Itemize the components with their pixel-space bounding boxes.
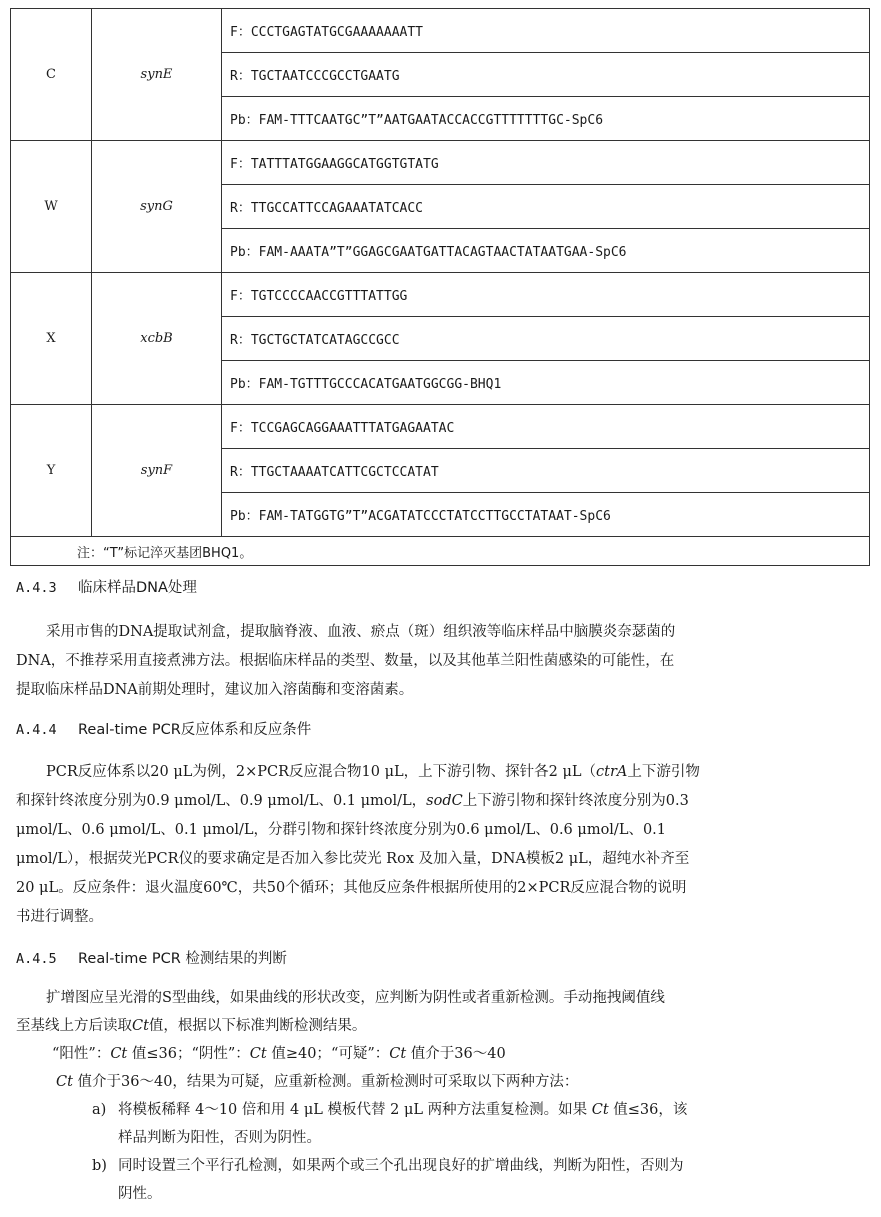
sequence-cell: Pb：FAM-TTTCAATGC”T”AATGAATACCACCGTTTTTTTGC-SpC6 (222, 97, 870, 141)
text-line (16, 1068, 866, 1096)
sequence-cell: R：TTGCCATTCCAGAAATATCACC (222, 185, 870, 229)
list-item (16, 1152, 866, 1180)
list-marker: a) (92, 1102, 107, 1118)
sequence-cell: R：TGCTAATCCCGCCTGAATG (222, 53, 870, 97)
ct-symbol: Ct (132, 1018, 149, 1034)
text-span: 值介于36～40 (406, 1046, 506, 1062)
text-line: 20 μL。反应条件：退火温度60℃，共50个循环；其他反应条件根据所使用的2×PCR反应混合物的说明 (16, 880, 687, 896)
ct-symbol: Ct (110, 1046, 128, 1062)
serogroup-cell: Y (11, 405, 92, 537)
section-title: Real-time PCR反应体系和反应条件 (78, 722, 312, 738)
text-line: 书进行调整。 (16, 909, 103, 925)
paragraph-reaction-system (16, 758, 866, 932)
text-span: 和探针终浓度分别为0.9 μmol/L、0.9 μmol/L、0.1 μmol/L， (16, 793, 427, 809)
section-number: A.4.3 (16, 580, 57, 596)
text-line (16, 1012, 866, 1040)
text-line (16, 758, 866, 787)
suspect-label: “可疑”： (330, 1046, 390, 1062)
ct-symbol: Ct (591, 1102, 609, 1118)
text-span: 上下游引物和探针终浓度分别为0.3 (462, 793, 689, 809)
text-span: 同时设置三个平行孔检测，如果两个或三个孔出现良好的扩增曲线，判断为阳性，否则为 (118, 1158, 684, 1174)
text-span: 值≥40； (266, 1046, 331, 1062)
text-line: 采用市售的DNA提取试剂盒，提取脑脊液、血液、瘀点（斑）组织液等临床样品中脑膜炎奈瑟菌的 (46, 624, 676, 640)
sequence-cell: Pb：FAM-TGTTTGCCCACATGAATGGCGG-BHQ1 (222, 361, 870, 405)
sequence-cell: F：CCCTGAGTATGCGAAAAAAATT (222, 9, 870, 53)
positive-label: “阳性”： (52, 1046, 111, 1062)
gene-cell: synG (92, 141, 222, 273)
text-line: μmol/L），根据荧光PCR仪的要求确定是否加入参比荧光 Rox 及加入量，DNA模板2 μL，超纯水补齐至 (16, 851, 690, 867)
section-number: A.4.5 (16, 951, 57, 967)
text-span: PCR反应体系以20 μL为例，2×PCR反应混合物10 μL，上下游引物、探针各2 μL（ (46, 764, 597, 780)
sequence-cell: Pb：FAM-TATGGTG”T”ACGATATCCCTATCCTTGCCTATAAT-SpC6 (222, 493, 870, 537)
table-row (11, 141, 870, 185)
gene-cell: synF (92, 405, 222, 537)
section-title: Real-time PCR 检测结果的判断 (78, 951, 287, 967)
gene-cell: synE (92, 9, 222, 141)
serogroup-cell: C (11, 9, 92, 141)
sequence-cell: R：TTGCTAAAATCATTCGCTCCATAT (222, 449, 870, 493)
ct-symbol: Ct (56, 1074, 73, 1090)
text-line: 样品判断为阳性，否则为阴性。 (118, 1130, 321, 1146)
text-span: 值介于36～40，结果为可疑，应重新检测。重新检测时可采取以下两种方法： (72, 1074, 579, 1090)
section-number: A.4.4 (16, 722, 57, 738)
table-row (11, 273, 870, 317)
ct-symbol: Ct (249, 1046, 267, 1062)
serogroup-cell: X (11, 273, 92, 405)
text-span: 值≤36，该 (608, 1102, 688, 1118)
text-line (16, 787, 866, 816)
table-row (11, 405, 870, 449)
list-item (16, 1096, 866, 1124)
text-span: 至基线上方后读取 (16, 1018, 132, 1034)
sequence-cell: R：TGCTGCTATCATAGCCGCC (222, 317, 870, 361)
negative-label: “阴性”： (191, 1046, 250, 1062)
table-row (11, 537, 870, 566)
primer-probe-table (10, 8, 870, 566)
ct-symbol: Ct (389, 1046, 407, 1062)
sequence-cell: F：TGTCCCCAACCGTTTATTGG (222, 273, 870, 317)
text-span: 将模板稀释 4～10 倍和用 4 μL 模板代替 2 μL 两种方法重复检测。如果 (118, 1102, 592, 1118)
text-line: 提取临床样品DNA前期处理时，建议加入溶菌酶和变溶菌素。 (16, 682, 414, 698)
paragraph-dna-processing (16, 618, 866, 705)
text-span: 上下游引物 (627, 764, 700, 780)
section-heading-a45 (16, 947, 287, 968)
section-heading-a43 (16, 576, 197, 597)
text-span: 值≤36； (127, 1046, 192, 1062)
text-line: 扩增图应呈光滑的S型曲线，如果曲线的形状改变，应判断为阴性或者重新检测。手动拖拽阈值线 (46, 990, 665, 1006)
text-line: 阴性。 (118, 1186, 162, 1202)
paragraph-result-judgement (16, 984, 866, 1208)
section-heading-a44 (16, 718, 311, 739)
table-row (11, 9, 870, 53)
sequence-cell: Pb：FAM-AAATA”T”GGAGCGAATGATTACAGTAACTATAATGAA-SpC6 (222, 229, 870, 273)
gene-name: sodC (426, 793, 463, 809)
serogroup-cell: W (11, 141, 92, 273)
criteria-line (16, 1040, 866, 1068)
text-span: 值，根据以下标准判断检测结果。 (148, 1018, 367, 1034)
gene-name: ctrA (596, 764, 628, 780)
gene-cell: xcbB (92, 273, 222, 405)
table-note: 注：“T”标记淬灭基团BHQ1。 (11, 537, 870, 566)
text-line: μmol/L、0.6 μmol/L、0.1 μmol/L，分群引物和探针终浓度分别为0.6 μmol/L、0.6 μmol/L、0.1 (16, 822, 667, 838)
list-marker: b) (92, 1158, 107, 1174)
section-title: 临床样品DNA处理 (78, 580, 197, 596)
sequence-cell: F：TATTTATGGAAGGCATGGTGTATG (222, 141, 870, 185)
sequence-cell: F：TCCGAGCAGGAAATTTATGAGAATAC (222, 405, 870, 449)
text-line: DNA，不推荐采用直接煮沸方法。根据临床样品的类型、数量，以及其他革兰阳性菌感染的可能性，在 (16, 653, 675, 669)
